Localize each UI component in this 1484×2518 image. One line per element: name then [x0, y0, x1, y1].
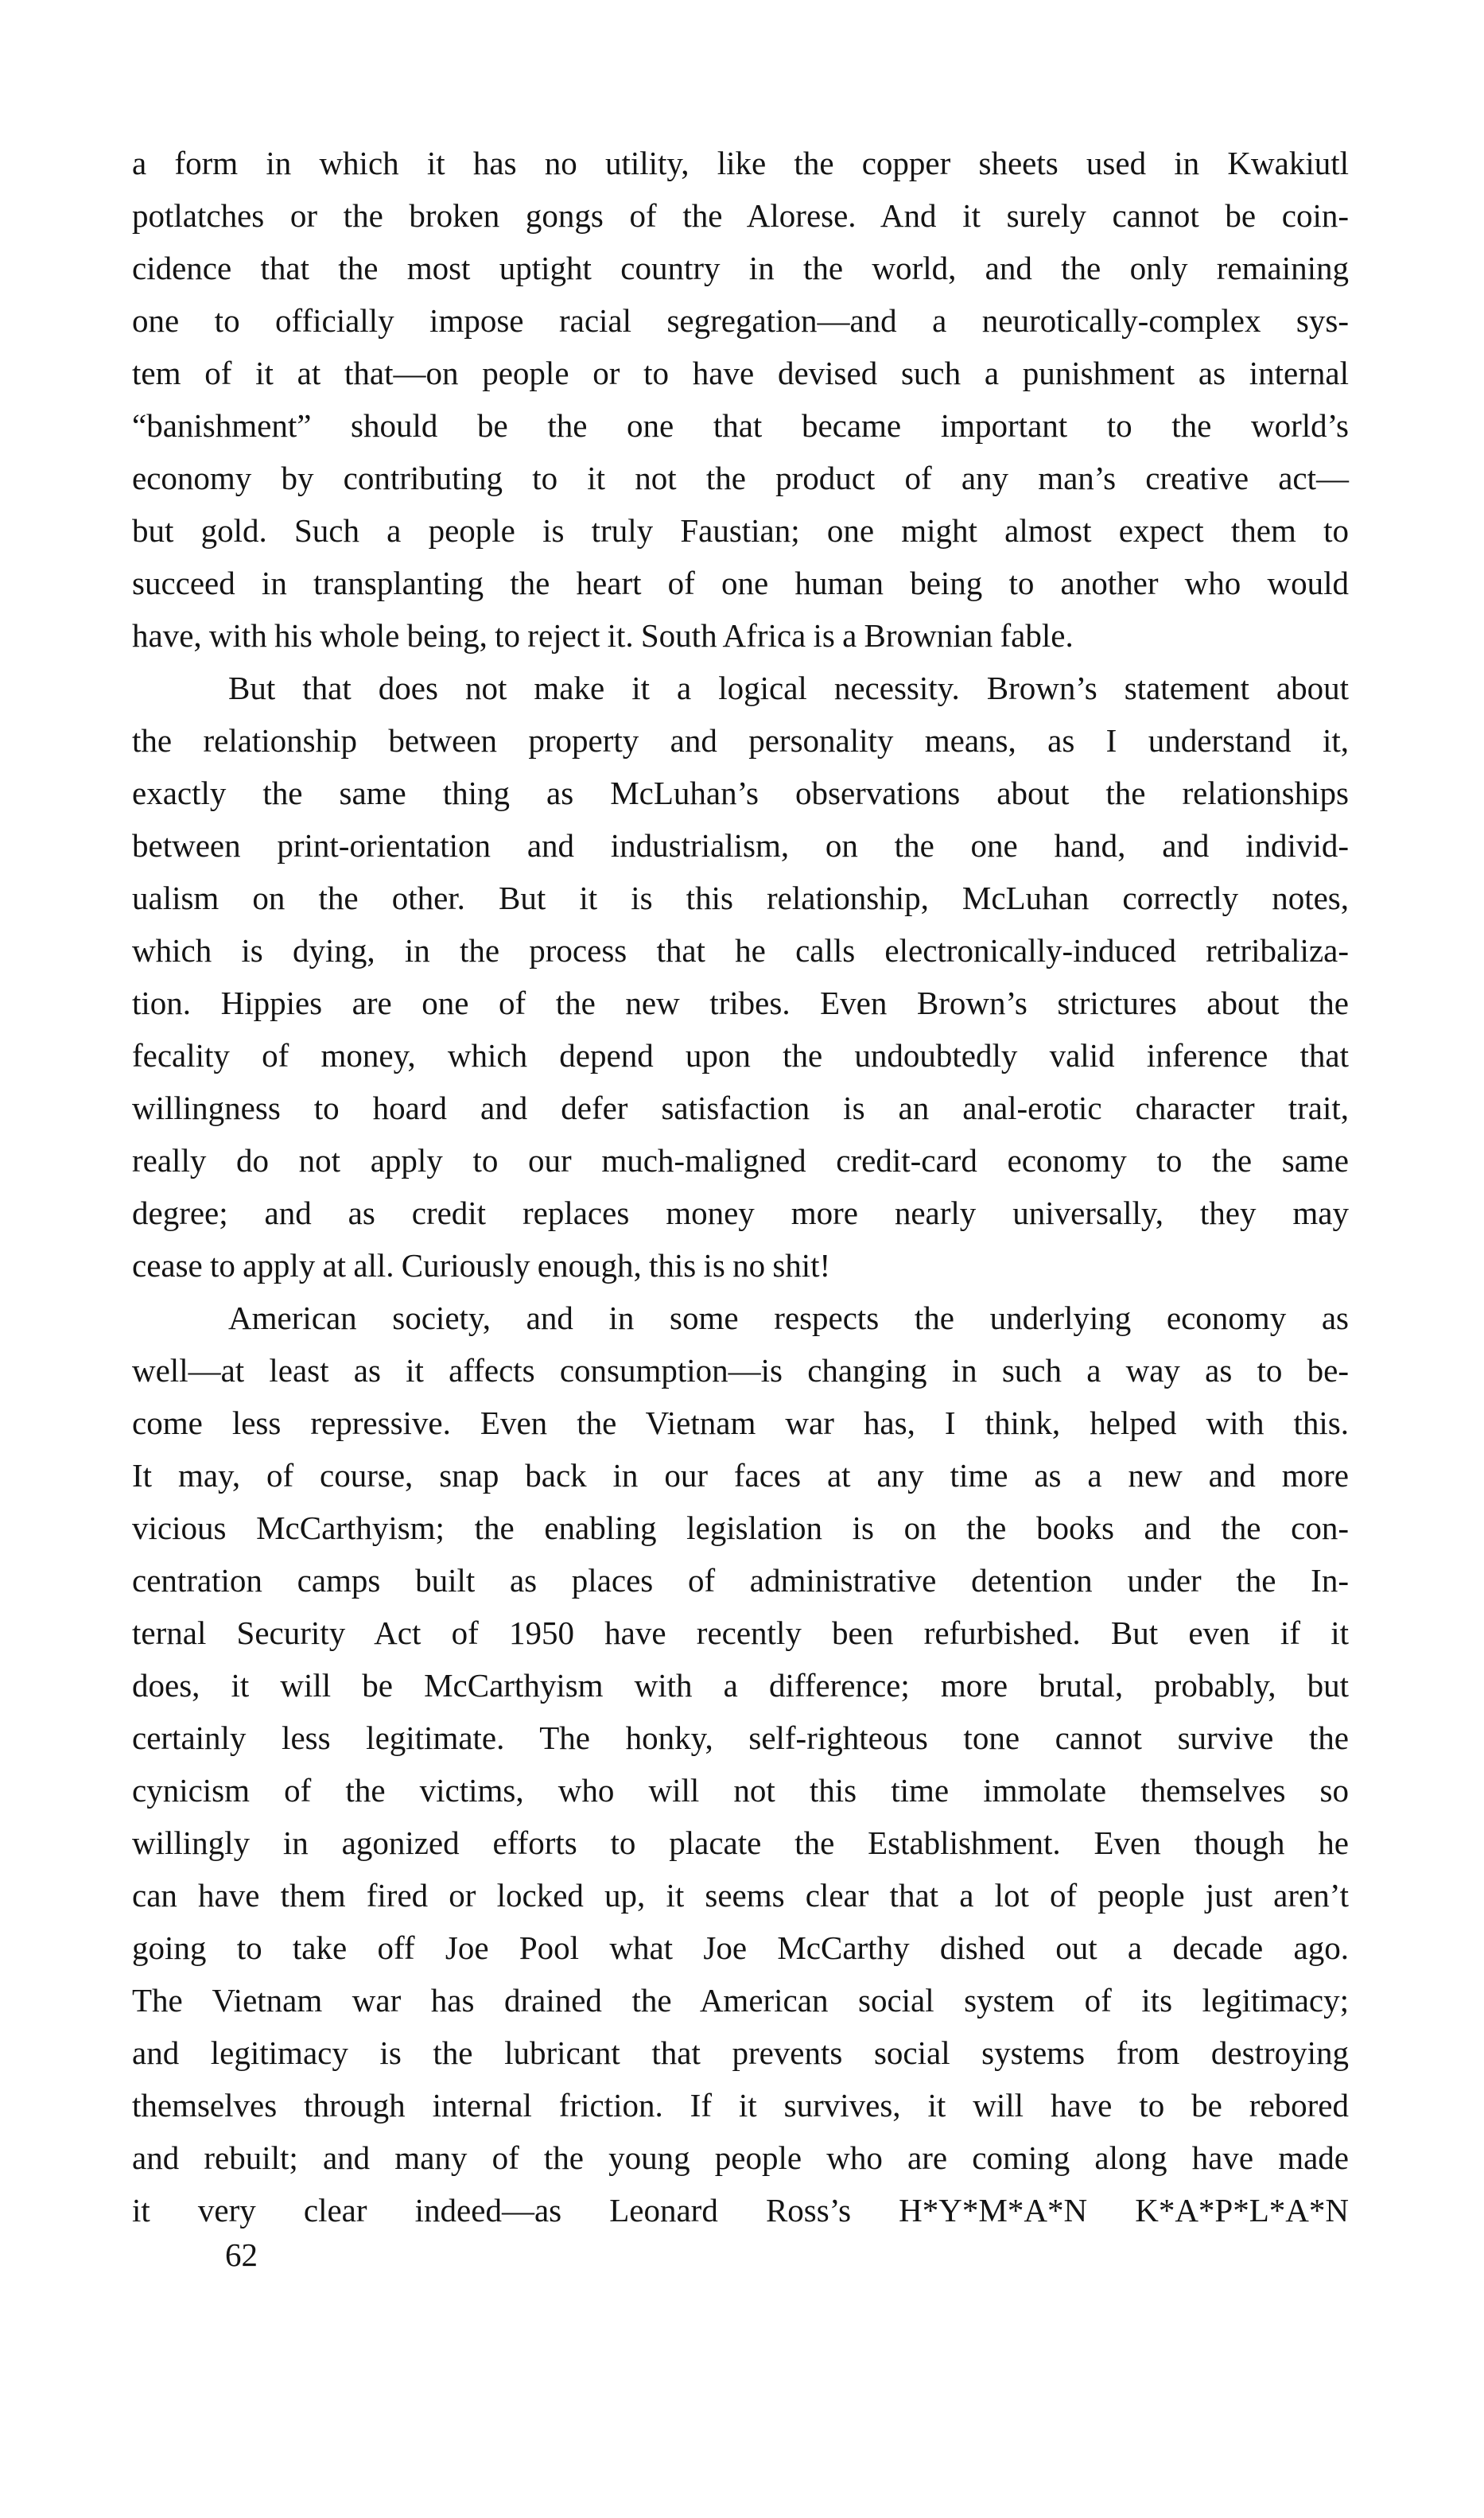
text-line: cease to apply at all. Curiously enough, this is no shit!: [132, 1247, 831, 1284]
text-line: and legitimacy is the lubricant that prevents social systems from destroying: [132, 2034, 1349, 2071]
text-line: But that does not make it a logical necessity. Brown’s statement about: [228, 670, 1349, 706]
text-line: ualism on the other. But it is this relationship, McLuhan correctly notes,: [132, 880, 1349, 916]
text-line: The Vietnam war has drained the American social system of its legitimacy;: [132, 1982, 1349, 2019]
text-line: the relationship between property and personality means, as I understand it,: [132, 722, 1349, 759]
text-line: cynicism of the victims, who will not this time immolate themselves so: [132, 1772, 1349, 1809]
text-line: really do not apply to our much-maligned credit-card economy to the same: [132, 1142, 1349, 1179]
text-line: certainly less legitimate. The honky, self-righteous tone cannot survive the: [132, 1719, 1349, 1756]
text-line: tem of it at that—on people or to have devised such a punishment as internal: [132, 355, 1349, 391]
text-line: “banishment” should be the one that became important to the world’s: [132, 407, 1349, 444]
text-line: ternal Security Act of 1950 have recently been refurbished. But even if it: [132, 1615, 1349, 1651]
text-line: it very clear indeed—as Leonard Ross’s H*Y*M*A*N K*A*P*L*A*N: [132, 2192, 1349, 2229]
text-line: succeed in transplanting the heart of one human being to another who would: [132, 565, 1349, 601]
text-line: between print-orientation and industrialism, on the one hand, and individ-: [132, 827, 1349, 864]
text-line: exactly the same thing as McLuhan’s observations about the relationships: [132, 775, 1349, 811]
text-line: willingness to hoard and defer satisfaction is an anal-erotic character trait,: [132, 1090, 1349, 1126]
paragraph-3: [132, 1292, 1349, 2236]
paragraph-2: [132, 662, 1349, 1292]
page-number: 62: [225, 2236, 258, 2273]
text-line: but gold. Such a people is truly Faustian; one might almost expect them to: [132, 512, 1349, 549]
text-line: does, it will be McCarthyism with a difference; more brutal, probably, but: [132, 1667, 1349, 1704]
text-line: economy by contributing to it not the product of any man’s creative act—: [132, 460, 1349, 496]
paragraph-1: [132, 137, 1349, 662]
text-line: which is dying, in the process that he calls electronically-induced retribaliza-: [132, 932, 1349, 969]
text-line: going to take off Joe Pool what Joe McCarthy dished out a decade ago.: [132, 1929, 1349, 1966]
text-line: a form in which it has no utility, like the copper sheets used in Kwakiutl: [132, 145, 1349, 181]
text-line: It may, of course, snap back in our faces at any time as a new and more: [132, 1457, 1349, 1494]
text-line: vicious McCarthyism; the enabling legislation is on the books and the con-: [132, 1510, 1349, 1546]
text-line: fecality of money, which depend upon the undoubtedly valid inference that: [132, 1037, 1349, 1074]
text-line: cidence that the most uptight country in the world, and the only remaining: [132, 250, 1349, 286]
text-line: themselves through internal friction. If it survives, it will have to be rebored: [132, 2087, 1349, 2124]
body-text: [132, 137, 1349, 2236]
text-line: degree; and as credit replaces money more nearly universally, they may: [132, 1195, 1349, 1231]
text-line: one to officially impose racial segregation—and a neurotically-complex sys-: [132, 302, 1349, 339]
text-line: have, with his whole being, to reject it. South Africa is a Brownian fable.: [132, 617, 1074, 654]
text-line: tion. Hippies are one of the new tribes. Even Brown’s strictures about the: [132, 985, 1349, 1021]
text-line: well—at least as it affects consumption—is changing in such a way as to be-: [132, 1352, 1349, 1389]
text-line: willingly in agonized efforts to placate the Establishment. Even though he: [132, 1824, 1349, 1861]
text-line: come less repressive. Even the Vietnam war has, I think, helped with this.: [132, 1405, 1349, 1441]
text-line: American society, and in some respects the underlying economy as: [228, 1300, 1349, 1336]
text-line: can have them fired or locked up, it seems clear that a lot of people just aren’t: [132, 1877, 1349, 1914]
text-line: potlatches or the broken gongs of the Alorese. And it surely cannot be coin-: [132, 197, 1349, 234]
text-line: centration camps built as places of administrative detention under the In-: [132, 1562, 1349, 1599]
text-line: and rebuilt; and many of the young people who are coming along have made: [132, 2139, 1349, 2176]
